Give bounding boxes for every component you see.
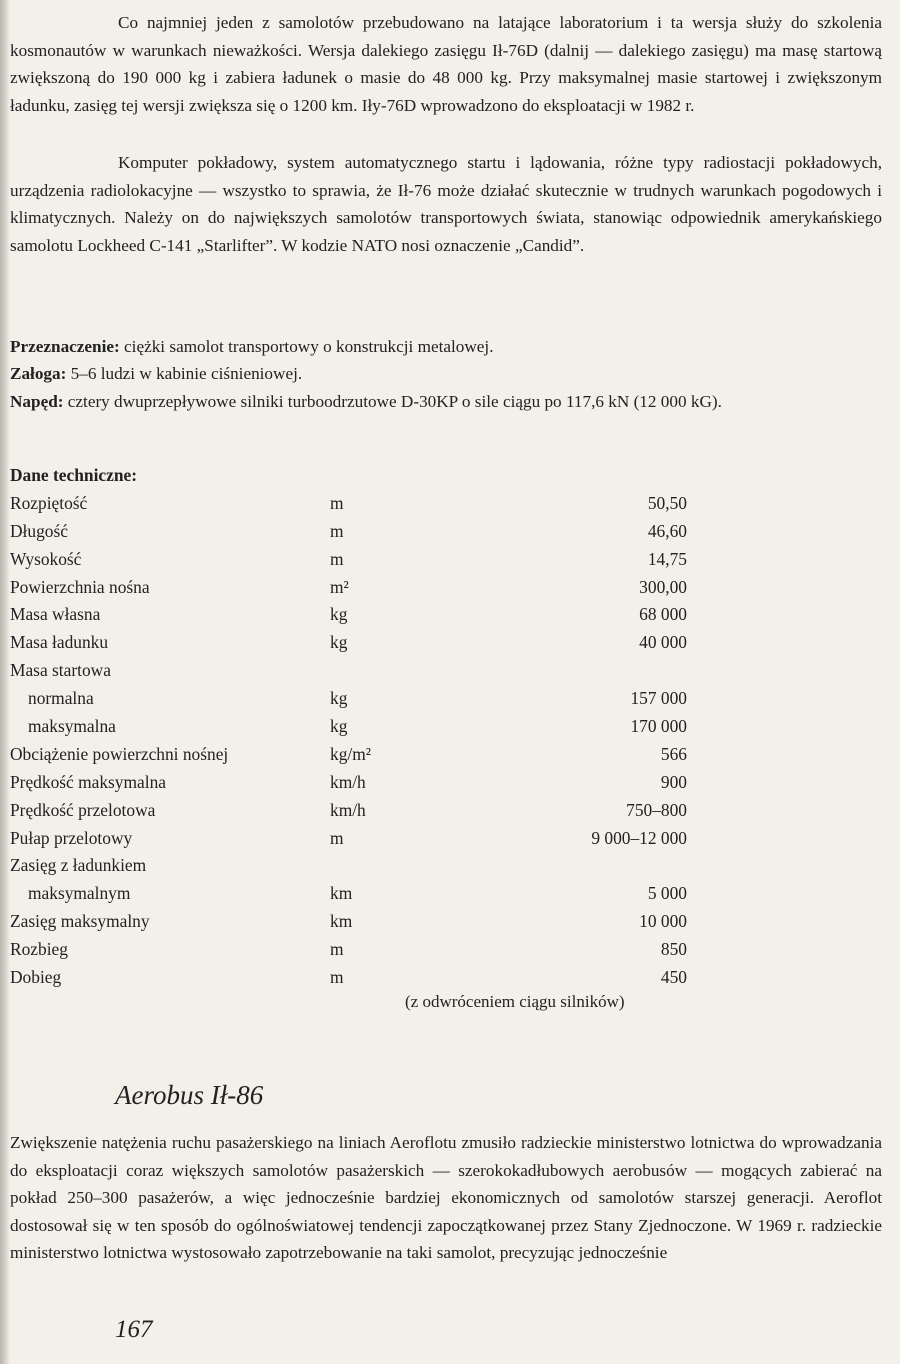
table-row <box>10 908 710 936</box>
row-label: Masa startowa <box>10 660 111 681</box>
row-unit: km/h <box>330 799 366 820</box>
row-label: Zasięg z ładunkiem <box>10 855 147 876</box>
row-value: 46,60 <box>647 520 687 541</box>
specs-block <box>10 333 882 415</box>
paragraph-2: Komputer pokładowy, system automatycznego startu i lądowania, różne typy radiostacji pokładowych, urządzenia radiolokacyjne — wszystko to sprawia, że Ił-76 może działać skutecznie w trudnych warunkach pogodowych i klimatycznych. Należy on do największych samolotów transportowych świata, stanowiąc odpowiednik amerykańskiego samolotu Lockheed C-141 „Starlifter”. W kodzie NATO nosi oznaczenie „Candid”. <box>10 153 882 255</box>
row-value: 68 000 <box>639 604 687 625</box>
table-note: (z odwróceniem ciągu silników) <box>405 992 625 1011</box>
row-value: 9 000–12 000 <box>591 827 687 848</box>
row-unit: kg <box>330 604 348 625</box>
row-value: 157 000 <box>630 688 687 709</box>
row-unit: km/h <box>330 771 366 792</box>
page-spine-shadow <box>0 0 10 1364</box>
row-label: Powierzchnia nośna <box>10 576 150 597</box>
row-unit: m² <box>330 576 349 597</box>
row-value: 14,75 <box>647 548 687 569</box>
spec-purpose <box>10 333 882 360</box>
row-value: 40 000 <box>639 632 687 653</box>
row-label: normalna <box>28 688 94 709</box>
table-row <box>10 741 710 769</box>
table-row <box>10 574 710 602</box>
row-unit: m <box>330 939 344 960</box>
row-value: 450 <box>660 967 687 988</box>
row-label: Masa ładunku <box>10 632 109 653</box>
spec-label: Przeznaczenie: <box>10 337 120 356</box>
spec-label: Załoga: <box>10 364 67 384</box>
table-row <box>10 657 710 685</box>
table-row <box>10 629 710 657</box>
table-row <box>10 880 710 908</box>
paragraph-1: Co najmniej jeden z samolotów przebudowano na latające laboratorium i ta wersja służy do szkolenia kosmonautów w warunkach nieważkości. Wersja dalekiego zasięgu Ił-76D (dalnij — dalekiego zasięgu) ma masę startową zwiększoną do 190 000 kg i zabiera ładunek o masie do 48 000 kg. Przy maksymalnej masie startowej i zwiększonym ładunku, zasięg tej wersji zwiększa się o 1200 km. Iły-76D wprowadzono do eksploatacji w 1982 r. <box>10 13 882 115</box>
table-heading-row <box>10 462 710 490</box>
row-label: Rozbieg <box>10 939 68 960</box>
table-row <box>10 518 710 546</box>
row-label: Pułap przelotowy <box>10 827 133 848</box>
row-unit: m <box>330 520 344 541</box>
page-number: 167 <box>115 1316 153 1343</box>
row-value: 50,50 <box>647 492 687 513</box>
table-row <box>10 825 710 853</box>
row-value: 850 <box>660 939 687 960</box>
table-row <box>10 769 710 797</box>
table-row <box>10 852 710 880</box>
row-value: 170 000 <box>630 716 687 737</box>
row-label: Długość <box>10 520 68 541</box>
row-value: 900 <box>660 771 687 792</box>
row-unit: kg <box>330 688 348 709</box>
spec-text: cztery dwuprzepływowe silniki turboodrzutowe D-30KP o sile ciągu po 117,6 kN (12 000 kG). <box>67 391 722 411</box>
row-unit: m <box>330 548 344 569</box>
row-unit: km <box>330 911 353 932</box>
row-label: Prędkość maksymalna <box>10 771 166 792</box>
row-value: 750–800 <box>626 799 687 820</box>
table-row <box>10 601 710 629</box>
row-unit: kg/m² <box>330 743 371 764</box>
row-label: maksymalnym <box>28 883 131 904</box>
spec-label: Napęd: <box>10 391 64 411</box>
row-unit: m <box>330 967 344 988</box>
table-heading: Dane techniczne: <box>10 465 138 485</box>
row-label: Zasięg maksymalny <box>10 911 150 932</box>
table-row <box>10 490 710 518</box>
row-value: 300,00 <box>639 576 687 597</box>
row-unit: kg <box>330 716 348 737</box>
row-label: Prędkość przelotowa <box>10 799 156 820</box>
technical-data-table <box>10 462 710 992</box>
row-unit: km <box>330 883 353 904</box>
row-label: maksymalna <box>28 716 116 737</box>
table-row <box>10 546 710 574</box>
row-label: Wysokość <box>10 548 82 569</box>
row-unit: m <box>330 827 344 848</box>
section-paragraph: Zwiększenie natężenia ruchu pasażerskiego na liniach Aeroflotu zmusiło radzieckie ministerstwo lotnictwa do wprowadzania do eksploatacji coraz większych samolotów pasażerskich — szerokokadłubowych aerobusów — mogących zabierać na pokład 250–300 pasażerów, a więc jednocześnie bardziej ekonomicznych od samolotów starszej generacji. Aeroflot dostosował się w ten sposób do ogólnoświatowej tendencji zapoczątkowanej przez Stany Zjednoczone. W 1969 r. radzieckie ministerstwo lotnictwa wystosowało zapotrzebowanie na taki samolot, precyzując jednocześnie <box>10 1133 882 1263</box>
section-heading: Aerobus Ił-86 <box>115 1080 264 1110</box>
spec-text: 5–6 ludzi w kabinie ciśnieniowej. <box>70 364 303 384</box>
row-label: Dobieg <box>10 967 62 988</box>
table-row <box>10 685 710 713</box>
table-row <box>10 964 710 992</box>
table-row <box>10 797 710 825</box>
row-value: 10 000 <box>639 911 687 932</box>
table-row <box>10 936 710 964</box>
spec-propulsion <box>10 388 882 415</box>
table-row <box>10 713 710 741</box>
spec-crew <box>10 360 882 387</box>
row-unit: kg <box>330 632 348 653</box>
row-label: Rozpiętość <box>10 492 88 513</box>
row-value: 566 <box>660 743 687 764</box>
row-label: Obciążenie powierzchni nośnej <box>10 743 229 764</box>
row-value: 5 000 <box>647 883 687 904</box>
spec-text: ciężki samolot transportowy o konstrukcji metalowej. <box>124 337 494 356</box>
row-unit: m <box>330 492 344 513</box>
row-label: Masa własna <box>10 604 101 625</box>
